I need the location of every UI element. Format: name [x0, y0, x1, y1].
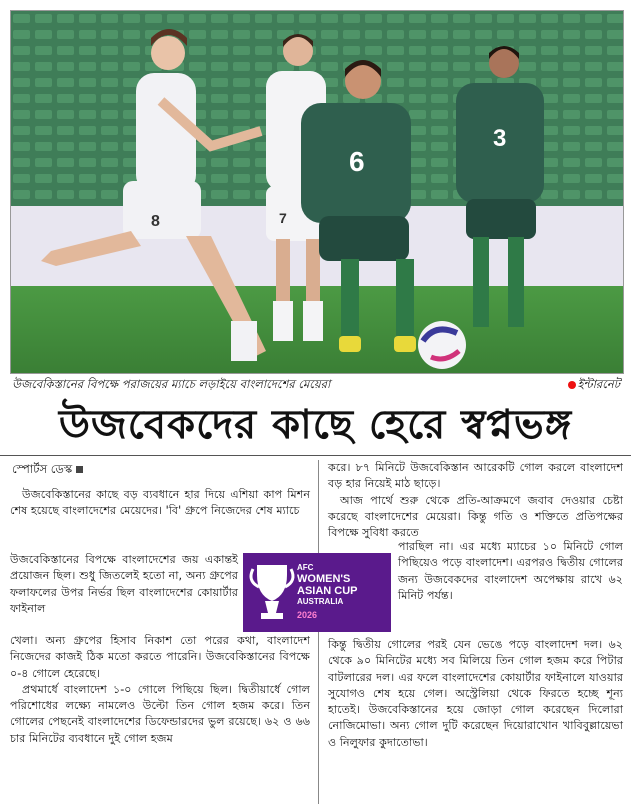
jersey-number: 7 [279, 210, 287, 226]
article-column-2-wrap [398, 539, 623, 604]
ad-line-5: 2026 [297, 610, 318, 620]
square-bullet-icon [76, 466, 83, 473]
jersey-number: 3 [493, 125, 507, 152]
football [418, 321, 466, 369]
column-divider [318, 460, 319, 804]
photo-credit [568, 375, 620, 393]
article-paragraph: কিন্তু দ্বিতীয় গোলের পরই যেন ভেঙে পড়ে বাংলাদেশ দল। ৬২ থেকে ৯০ মিনিটের মধ্যে সব মিলিয়ে তিন গোল হজম করে পিটার বাটলারের দল। এর ফলে বাংলাদেশের কোয়ার্টার ফাইনালে যাওয়ার সুযোগও শেষ হয়ে গেল। অস্ট্রেলিয়া থেকে ফিরতে হচ্ছে শূন্য হাতেই। উজবেকিস্তানের হয়ে জোড়া গোল করেছেন দিলোরা নোজিমোভা। অন্য গোল দুটি করেছেন দিয়োরাখোন খাবিবুল্লায়েভা ও নিলুফার কুদাতোভা। [328, 638, 623, 749]
byline-text: স্পোর্টস ডেস্ক [12, 462, 73, 476]
article-column-1-top [10, 487, 310, 520]
jersey-number: 8 [151, 213, 160, 230]
ad-text [297, 563, 389, 621]
photo-caption: উজবেকিস্তানের বিপক্ষে পরাজয়ের ম্যাচে লড়াইয়ে বাংলাদেশের মেয়েরা [12, 377, 331, 391]
match-photo [10, 10, 624, 374]
article-column-1-bottom [10, 633, 310, 747]
article-paragraph: খেলা। অন্য গ্রুপের হিসাব নিকাশ তো পরের কথা, বাংলাদেশ নিজেদের কাজই ঠিক মতো করতে পারেনি। উজবেকিস্তানের বিপক্ষে ০-৪ গোলে হেরেছে। [10, 634, 310, 680]
afc-womens-asian-cup-logo [243, 553, 391, 632]
article-paragraph: করে। ৮৭ মিনিটে উজবেকিস্তান আরেকটি গোল করলে বাংলাদেশ বড় হার নিয়েই মাঠ ছাড়ে। [328, 461, 623, 491]
article-column-2-bottom [328, 637, 623, 751]
ad-line-3: ASIAN CUP [297, 585, 358, 597]
article-paragraph: উজবেকিস্তানের বিপক্ষে বাংলাদেশের জয় একান্তই প্রয়োজন ছিল। শুধু জিতলেই হতো না, অন্য গ্রুপের ফলাফলের উপর নির্ভর ছিল বাংলাদেশের কোয়ার্টার ফাইনাল [10, 553, 238, 615]
article-headline: উজবেকদের কাছে হেরে স্বপ্নভঙ্গ [58, 401, 573, 448]
photo-caption-bar [10, 375, 622, 393]
article-paragraph: আজ পার্থে শুরু থেকে প্রতি-আক্রমণে জবাব দেওয়ার চেষ্টা করেছে বাংলাদেশের মেয়েরা। কিন্তু গতি ও শক্তিতে প্রতিপক্ষের বিপক্ষে সুবিধা করতে [328, 493, 623, 540]
article-column-1-wrap [10, 552, 238, 617]
red-dot-icon [568, 381, 576, 389]
ad-line-4: AUSTRALIA [297, 597, 344, 606]
byline [12, 459, 83, 479]
jersey-number: 6 [349, 146, 365, 177]
headline-divider [0, 455, 631, 456]
football-scene [11, 11, 623, 373]
article-paragraph: উজবেকিস্তানের কাছে বড় ব্যবধানে হার দিয়ে এশিয়া কাপ মিশন শেষ হয়েছে বাংলাদেশের মেয়েদের। 'বি' গ্রুপে নিজেদের শেষ ম্যাচে [10, 488, 310, 518]
ad-line-2: WOMEN'S [297, 573, 351, 585]
photo-credit-text: ইন্টারনেট [577, 377, 620, 391]
article-paragraph: প্রথমার্ধে বাংলাদেশ ১-০ গোলে পিছিয়ে ছিল। দ্বিতীয়ার্ধে গোল পরিশোধের লক্ষ্যে নামলেও উল্টো তিন গোল হজম করে। তিন গোলের পেছনেই বাংলাদেশের ডিফেন্ডারদের ভুল রয়েছে। ৬২ ও ৬৬ চার মিনিটের ব্যবধানে দুই গোল হজম [10, 682, 310, 745]
article-paragraph: পারছিল না। এর মধ্যে ম্যাচের ১০ মিনিটে গোল পিছিয়েও পড়ে বাংলাদেশ। এরপরও দ্বিতীয় গোলের জন্য উজবেকদের বাংলাদেশ অপেক্ষায় রাখে ৬২ মিনিট পর্যন্ত। [398, 540, 623, 602]
ad-line-1: AFC [297, 563, 314, 572]
article-column-2-top [328, 460, 623, 541]
